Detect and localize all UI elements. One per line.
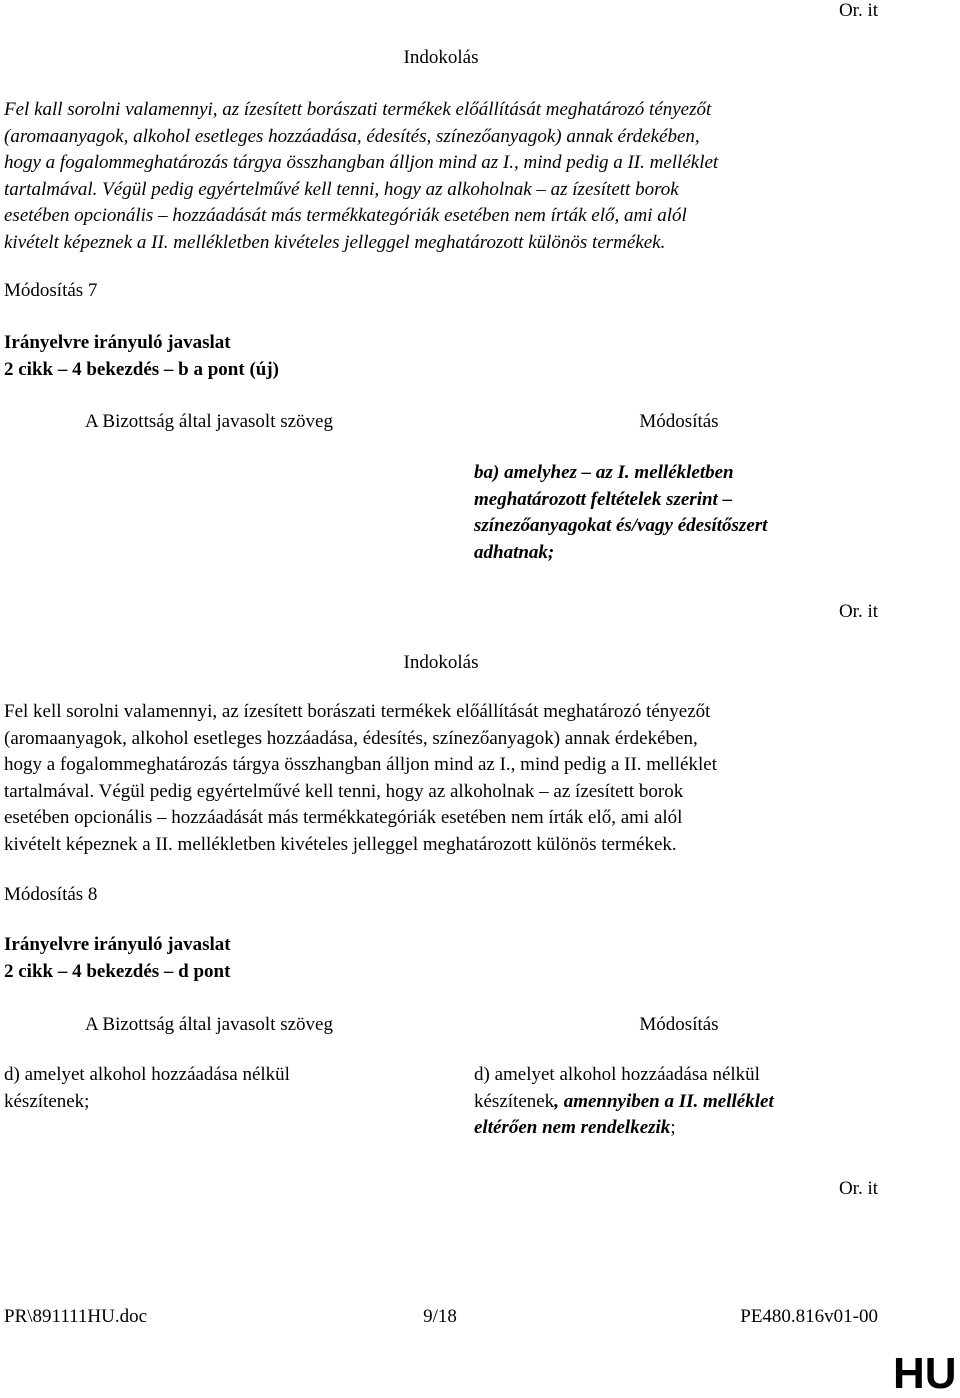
commission-line: d) amelyet alkohol hozzáadása nélkül [4, 1064, 290, 1085]
paragraph-line: Fel kall sorolni valamennyi, az ízesített borászati termékek előállítását meghatározó tényezőt [4, 99, 712, 120]
commission-text [4, 1062, 444, 1115]
paragraph-line: Fel kell sorolni valamennyi, az ízesített borászati termékek előállítását meghatározó tényezőt [4, 701, 711, 722]
paragraph-line: hogy a fogalommeghatározás tárgya összhangban álljon mind az I., mind pedig a II. melléklet [4, 152, 719, 173]
amendment-line [474, 1115, 884, 1142]
footer-page-number: 9/18 [423, 1306, 457, 1327]
original-language-label: Or. it [838, 1178, 878, 1199]
article-reference: 2 cikk – 4 bekezdés – d pont [4, 961, 231, 982]
amendment-inserted-text: eltérően nem rendelkezik [474, 1117, 671, 1138]
amendment-line: meghatározott feltételek szerint – [474, 488, 733, 510]
paragraph-line: esetében opcionális – hozzáadását más termékkategóriák esetében nem írták elő, ami alól [4, 807, 683, 828]
amendment-text [474, 1062, 884, 1142]
commission-line: készítenek; [4, 1090, 90, 1112]
paragraph-line: esetében opcionális – hozzáadását más termékkategóriák esetében nem írták elő, ami alól [4, 205, 687, 226]
paragraph-line: tartalmával. Végül pedig egyértelművé kell tenni, hogy az alkoholnak – az ízesített borok [4, 780, 684, 802]
amendment-text [474, 460, 884, 566]
paragraph-line: kivételt képeznek a II. mellékletben kivételes jelleggel meghatározott különös termékek. [4, 833, 677, 855]
original-language-label: Or. it [838, 601, 878, 622]
amendment-header: Módosítás [639, 411, 719, 432]
amendment-plain-text: ; [670, 1117, 676, 1138]
paragraph-line: hogy a fogalommeghatározás tárgya összhangban álljon mind az I., mind pedig a II. melléklet [4, 754, 717, 775]
justification-title: Indokolás [403, 652, 479, 673]
paragraph-line: kivételt képeznek a II. mellékletben kivételes jelleggel meghatározott különös termékek. [4, 231, 666, 253]
commission-text-header: A Bizottság által javasolt szöveg [84, 411, 333, 432]
proposal-heading: Irányelvre irányuló javaslat [4, 332, 231, 353]
commission-text-header: A Bizottság által javasolt szöveg [84, 1014, 333, 1035]
footer-doc-ref: PR\891111HU.doc [4, 1306, 148, 1327]
amendment-line: d) amelyet alkohol hozzáadása nélkül [474, 1064, 760, 1085]
amendment-line: színezőanyagokat és/vagy édesítőszert [474, 515, 768, 536]
amendment-header: Módosítás [639, 1014, 719, 1035]
amendment-line: adhatnak; [474, 541, 555, 563]
original-language-label: Or. it [838, 0, 878, 21]
amendment-line [474, 1089, 884, 1116]
paragraph-line: tartalmával. Végül pedig egyértelművé kell tenni, hogy az alkoholnak – az ízesített borok [4, 178, 679, 200]
justification-title: Indokolás [403, 47, 479, 68]
justification-paragraph [4, 97, 878, 256]
article-reference: 2 cikk – 4 bekezdés – b a pont (új) [4, 359, 279, 380]
proposal-heading: Irányelvre irányuló javaslat [4, 934, 231, 955]
footer-version: PE480.816v01-00 [740, 1306, 878, 1327]
language-badge: HU [893, 1349, 957, 1398]
amendment-plain-text: készítenek [474, 1090, 555, 1112]
amendment-title: Módosítás 8 [4, 884, 98, 905]
amendment-line: ba) amelyhez – az I. mellékletben [474, 462, 734, 483]
amendment-title: Módosítás 7 [4, 280, 98, 301]
paragraph-line: (aromaanyagok, alkohol esetleges hozzáadása, édesítés, színezőanyagok) annak érdekében, [4, 125, 700, 147]
justification-paragraph [4, 699, 878, 858]
amendment-inserted-text: , amennyiben a II. melléklet [554, 1090, 774, 1112]
paragraph-line: (aromaanyagok, alkohol esetleges hozzáadása, édesítés, színezőanyagok) annak érdekében, [4, 727, 698, 749]
